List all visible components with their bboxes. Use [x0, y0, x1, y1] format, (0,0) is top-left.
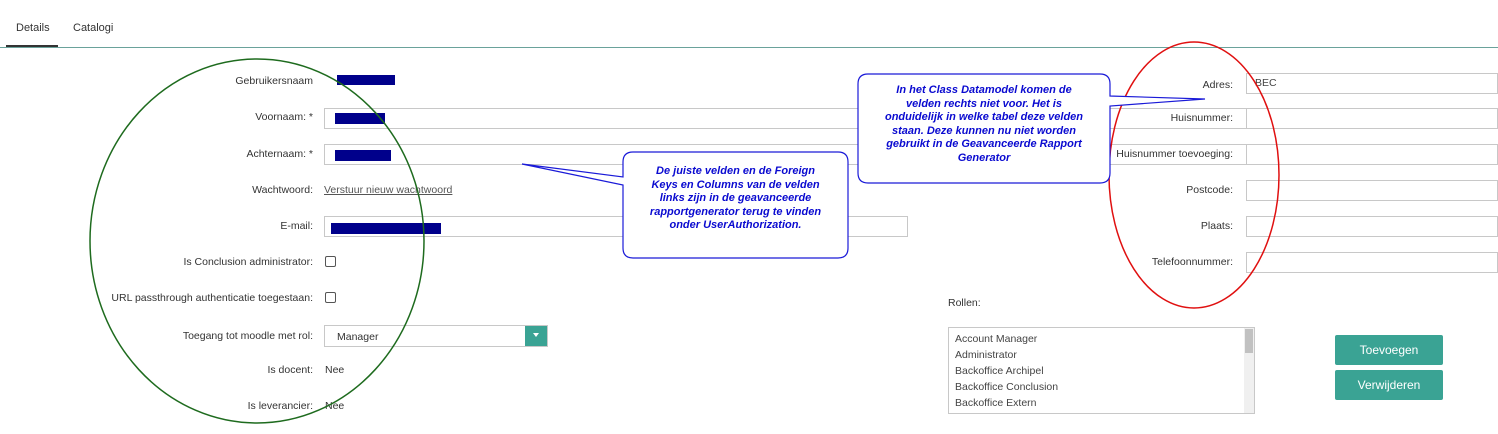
is-docent-value: Nee [325, 364, 345, 376]
callout-line: rapportgenerator terug te vinden [649, 205, 822, 218]
huisnummer-label: Huisnummer: [1170, 112, 1233, 124]
callout-line: gebruikt in de Geavanceerde Rapport [886, 138, 1082, 150]
right-callout-text [858, 84, 1110, 165]
list-item[interactable]: Backoffice Conclusion [955, 381, 1059, 393]
url-passthrough-label: URL passthrough authenticatie toegestaan: [111, 292, 313, 304]
adres-label: Adres: [1202, 79, 1233, 91]
voornaam-label: Voornaam: * [255, 111, 313, 123]
callout-line: Keys en Columns van de velden [651, 178, 820, 191]
list-item[interactable]: Backoffice Archipel [955, 365, 1044, 377]
callout-line: velden rechts niet voor. Het is [906, 97, 1062, 110]
verstuur-wachtwoord-link[interactable]: Verstuur nieuw wachtwoord [324, 184, 453, 196]
telefoonnummer-label: Telefoonnummer: [1151, 256, 1233, 268]
red-annotation-circle [1109, 42, 1279, 308]
tab-details[interactable]: Details [16, 22, 50, 34]
plaats-label: Plaats: [1200, 220, 1233, 232]
adres-value: BEC [1255, 77, 1277, 89]
callout-line: links zijn in de geavanceerde [659, 192, 812, 204]
list-item[interactable]: Administrator [955, 349, 1017, 361]
toegang-moodle-selected-value: Manager [337, 331, 379, 343]
is-conclusion-admin-label: Is Conclusion administrator: [183, 256, 313, 268]
wachtwoord-label: Wachtwoord: [252, 184, 313, 196]
callout-line: staan. Deze kunnen nu niet worden [892, 124, 1076, 137]
verwijderen-button[interactable]: Verwijderen [1335, 370, 1443, 400]
green-annotation-circle [90, 59, 424, 423]
tab-catalogi[interactable]: Catalogi [73, 22, 114, 34]
is-docent-label: Is docent: [267, 364, 313, 376]
callout-line: Generator [957, 151, 1011, 164]
callout-line: onder UserAuthorization. [669, 219, 802, 231]
rollen-label: Rollen: [948, 297, 981, 309]
toegang-moodle-label: Toegang tot moodle met rol: [182, 330, 313, 342]
callout-line: onduidelijk in welke tabel deze velden [884, 111, 1084, 123]
gebruikersnaam-label: Gebruikersnaam [235, 75, 313, 87]
is-leverancier-value: Nee [325, 400, 345, 412]
huisnummer-toevoeging-label: Huisnummer toevoeging: [1116, 148, 1233, 160]
callout-line: In het Class Datamodel komen de [896, 84, 1072, 96]
is-leverancier-label: Is leverancier: [247, 400, 313, 412]
email-label: E-mail: [280, 220, 313, 232]
left-callout-text [623, 165, 848, 233]
achternaam-label: Achternaam: * [246, 148, 313, 160]
list-item[interactable]: Backoffice Extern [955, 397, 1037, 409]
callout-line: De juiste velden en de Foreign [656, 165, 815, 177]
postcode-label: Postcode: [1186, 184, 1233, 196]
list-item[interactable]: Account Manager [955, 333, 1038, 345]
toevoegen-button[interactable]: Toevoegen [1335, 335, 1443, 365]
